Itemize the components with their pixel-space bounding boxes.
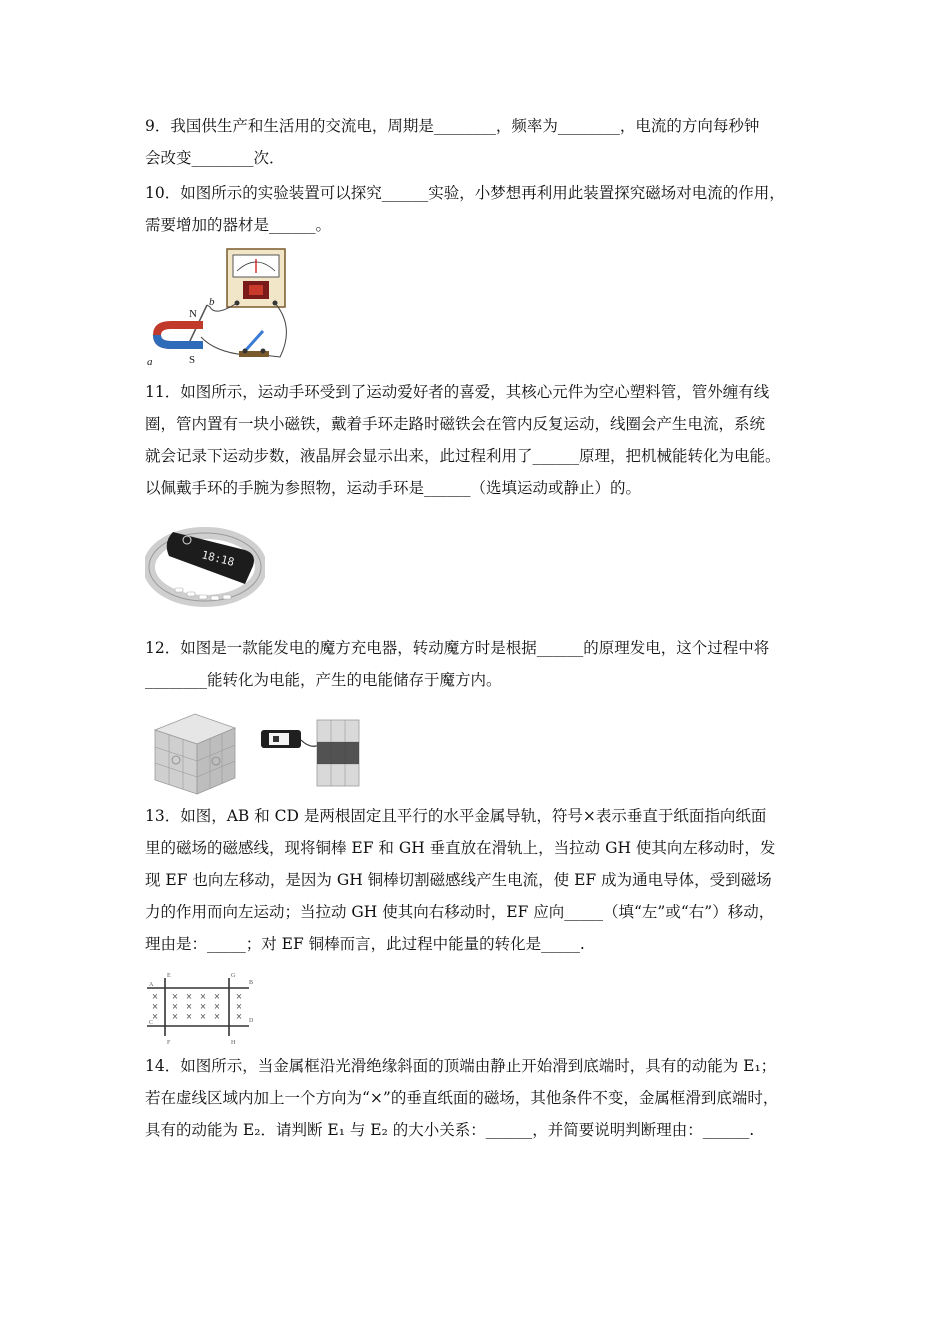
- question-line: 若在虚线区域内加上一个方向为“×”的垂直纸面的磁场，其他条件不变，金属框滑到底端时，: [145, 1089, 779, 1107]
- field-cross: ×: [185, 1002, 193, 1011]
- switch-lever: [245, 331, 263, 351]
- label-a: a: [147, 356, 153, 368]
- small-cube: [317, 720, 359, 786]
- field-cross: ×: [213, 1012, 221, 1021]
- question-9: [145, 110, 810, 174]
- label-d: D: [249, 1018, 254, 1024]
- question-14: [145, 1050, 810, 1146]
- question-line: 14．如图所示，当金属框沿光滑绝缘斜面的顶端由静止开始滑到底端时，具有的动能为 E₁；: [145, 1057, 777, 1075]
- question-line: 现 EF 也向左移动，是因为 GH 铜棒切割磁感线产生电流，使 EF 成为通电导体，受到磁场: [145, 871, 772, 889]
- question-11: [145, 376, 810, 504]
- label-h: H: [231, 1040, 236, 1046]
- field-cross: ×: [199, 1002, 207, 1011]
- question-line: 13．如图，AB 和 CD 是两根固定且平行的水平金属导轨，符号×表示垂直于纸面指向纸面: [145, 807, 767, 825]
- field-cross: ×: [213, 992, 221, 1001]
- field-cross: ×: [235, 1002, 243, 1011]
- field-cross: ×: [151, 1012, 159, 1021]
- field-cross: ×: [151, 1002, 159, 1011]
- question-line: 12．如图是一款能发电的魔方充电器，转动魔方时是根据______的原理发电，这个过程中将: [145, 639, 770, 657]
- question-13: [145, 800, 810, 960]
- label-b: b: [209, 296, 215, 308]
- question-line: ________能转化为电能，产生的电能储存于魔方内。: [145, 671, 502, 689]
- question-line: 理由是：_____；对 EF 铜棒而言，此过程中能量的转化是_____.: [145, 935, 585, 953]
- label-n: N: [189, 308, 197, 320]
- field-cross: ×: [199, 1012, 207, 1021]
- question-line: 力的作用而向左运动；当拉动 GH 使其向右移动时，EF 应向_____（填“左”或“右”）移动，: [145, 903, 775, 921]
- question-line: 11．如图所示，运动手环受到了运动爱好者的喜爱，其核心元件为空心塑料管，管外缠有线: [145, 383, 770, 401]
- label-e: E: [167, 973, 171, 979]
- cube-charger-figure: [145, 710, 365, 796]
- field-cross: ×: [235, 992, 243, 1001]
- galvanometer-magnet-figure: [145, 247, 295, 369]
- field-cross: ×: [185, 992, 193, 1001]
- field-cross: ×: [185, 1012, 193, 1021]
- label-s: S: [189, 354, 196, 366]
- field-cross: ×: [151, 992, 159, 1001]
- question-line: 10．如图所示的实验装置可以探究______实验，小梦想再利用此装置探究磁场对电流的作用，: [145, 184, 785, 202]
- question-line: 里的磁场的磁感线，现将铜棒 EF 和 GH 垂直放在滑轨上，当拉动 GH 使其向左移动时，发: [145, 839, 776, 857]
- field-cross: ×: [199, 992, 207, 1001]
- field-cross: ×: [171, 992, 179, 1001]
- field-cross: ×: [171, 1012, 179, 1021]
- question-line: 需要增加的器材是______。: [145, 216, 332, 234]
- label-b: B: [249, 980, 254, 986]
- question-12: [145, 632, 810, 696]
- fitness-band-figure: [145, 512, 265, 612]
- large-cube: [155, 714, 235, 794]
- question-line: 就会记录下运动步数，液晶屏会显示出来，此过程利用了______原理，把机械能转化为电能。: [145, 447, 781, 465]
- phone: [261, 730, 301, 748]
- field-cross: ×: [213, 1002, 221, 1011]
- question-line: 圈，管内置有一块小磁铁，戴着手环走路时磁铁会在管内反复运动，线圈会产生电流，系统: [145, 415, 766, 433]
- label-f: F: [167, 1040, 171, 1046]
- rails-magnetic-field-figure: [145, 970, 255, 1046]
- question-line: 9．我国供生产和生活用的交流电，周期是________，频率为________，电流的方向每秒钟: [145, 117, 760, 135]
- label-c: C: [149, 1020, 154, 1026]
- label-g: G: [231, 973, 236, 979]
- question-line: 具有的动能为 E₂．请判断 E₁ 与 E₂ 的大小关系：______，并简要说明判断理由：______.: [145, 1121, 755, 1139]
- question-10: [145, 177, 810, 241]
- field-cross: ×: [235, 1012, 243, 1021]
- field-cross: ×: [171, 1002, 179, 1011]
- band-display: 18:18: [200, 548, 236, 569]
- label-a: A: [149, 982, 154, 988]
- question-line: 以佩戴手环的手腕为参照物，运动手环是______（选填运动或静止）的。: [145, 479, 642, 497]
- question-line: 会改变________次．: [145, 149, 285, 167]
